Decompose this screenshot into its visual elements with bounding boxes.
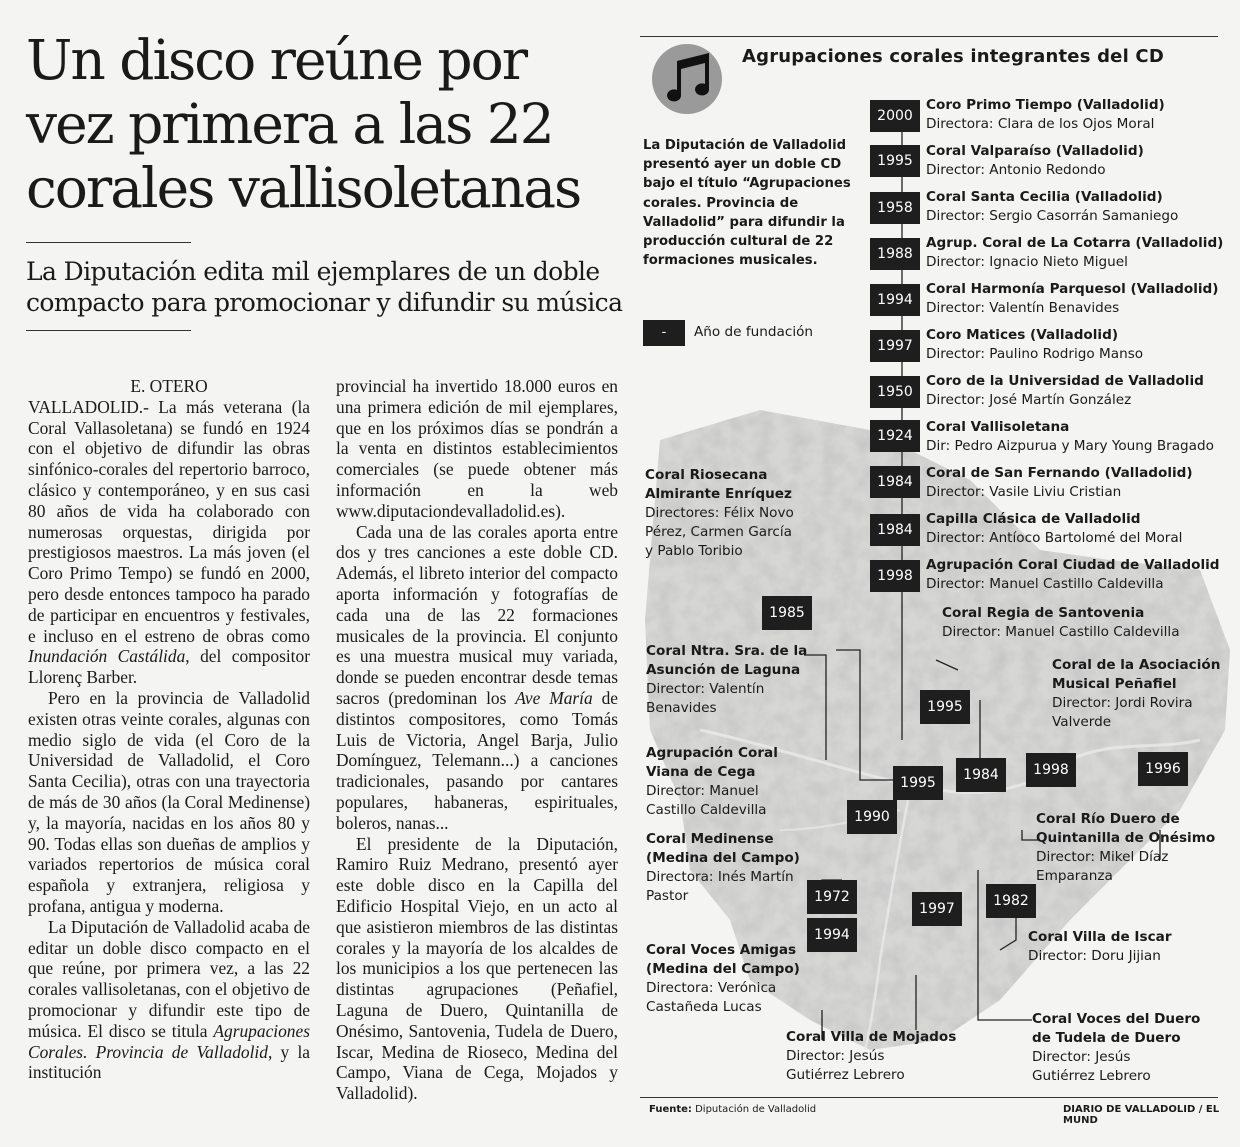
map-entry-voces-amigas: Coral Voces Amigas (Medina del Campo) Directora: Verónica Castañeda Lucas xyxy=(646,942,800,1015)
legend-swatch: - xyxy=(643,320,685,346)
choir-entry: Coral Santa Cecilia (Valladolid) Director: Sergio Casorrán Samaniego xyxy=(926,189,1179,224)
year-badge: 1984 xyxy=(956,758,1006,792)
map-entry-rioseco: Coral Riosecana Almirante Enríquez Directores: Félix Novo Pérez, Carmen García y Pablo Toribio xyxy=(645,467,794,559)
infographic-intro: La Diputación de Valladolid presentó ayer un doble CD bajo el título “Agrupaciones corales. Provincia de Valladolid” para difundir la producción cultural de 22 formaciones musicales. xyxy=(643,138,851,269)
map-entry-quintanilla: Coral Río Duero de Quintanilla de Onésimo Director: Mikel Díaz Emparanza xyxy=(1036,811,1216,884)
year-badge: 1995 xyxy=(920,690,970,724)
choir-entry: Coral Harmonía Parquesol (Valladolid) Director: Valentín Benavides xyxy=(926,281,1219,316)
music-note-icon xyxy=(651,43,723,115)
choir-entry: Agrupación Coral Ciudad de Valladolid Director: Manuel Castillo Caldevilla xyxy=(926,557,1220,592)
year-badge: 1997 xyxy=(912,892,962,926)
paragraph-2: Pero en la provincia de Valladolid existen otras veinte corales, algunas con medio siglo de vida (el Coro de la Universidad de Valladolid, el Coro Santa Cecilia), otras con una trayectoria de más de 30 años (la Coral Medinense) y, la mayoría, nacidas en los años 80 y 90. Todas ellas son dueñas de amplios y variados repertorios de música coral española y extranjera, religiosa y profana, antigua y moderna. xyxy=(28,687,310,916)
article-column-2 xyxy=(336,376,618,1104)
year-badge: 1984 xyxy=(870,514,920,546)
choir-entry: Coral de San Fernando (Valladolid) Director: Vasile Liviu Cristian xyxy=(926,465,1193,500)
headline: Un disco reúne por vez primera a las 22 corales vallisoletanas xyxy=(26,28,581,220)
year-badge: 1995 xyxy=(870,145,920,177)
paragraph-6: El presidente de la Diputación, Ramiro Ruiz Medrano, presentó ayer este doble disco en la Capilla del Edificio Hospital Viejo, en un acto al que asistieron miembros de las distintas corales y la mayoría de los alcaldes de los municipios a los que pertenecen las distintas agrupaciones (Peñafiel, Laguna de Duero, Quintanilla de Onésimo, Santovenia, Tudela de Duero, Iscar, Medina de Rioseco, Medina del Campo, Viana de Cega, Mojados y Valladolid). xyxy=(336,833,618,1104)
choir-entry: Capilla Clásica de Valladolid Director: Antíoco Bartolomé del Moral xyxy=(926,511,1183,546)
infographic-title: Agrupaciones corales integrantes del CD xyxy=(742,46,1164,67)
choir-entry: Coro de la Universidad de Valladolid Director: José Martín González xyxy=(926,373,1204,408)
map-entry-tudela: Coral Voces del Duero de Tudela de Duero Director: Jesús Gutiérrez Lebrero xyxy=(1032,1011,1201,1084)
year-badge: 1998 xyxy=(870,560,920,592)
infographic-bottom-rule xyxy=(640,1097,1218,1098)
year-badge: 1950 xyxy=(870,376,920,408)
map-entry-viana: Agrupación Coral Viana de Cega Director: Manuel Castillo Caldevilla xyxy=(646,745,778,818)
headline-rule xyxy=(26,242,191,243)
year-badge: 1984 xyxy=(870,466,920,498)
source-line: Fuente: Diputación de Valladolid xyxy=(649,1104,817,1115)
year-badge: 1982 xyxy=(986,884,1036,918)
infographic-top-rule xyxy=(640,36,1218,37)
paragraph-3: La Diputación de Valladolid acaba de editar un doble disco compacto en el que reúne, por primera vez, a las 22 corales vallisoletanas, con el objetivo de promocionar y difundir este tipo de música. El disco se titula Agrupaciones Corales. Provincia de Valladolid, y la institución xyxy=(28,916,310,1083)
choir-entry: Agrup. Coral de La Cotarra (Valladolid) Director: Ignacio Nieto Miguel xyxy=(926,235,1224,270)
year-badge: 1990 xyxy=(847,800,897,834)
choir-entry: Coral Valparaíso (Valladolid) Director: Antonio Redondo xyxy=(926,143,1144,178)
year-badge: 2000 xyxy=(870,100,920,132)
year-badge: 1994 xyxy=(807,918,857,952)
year-badge: 1924 xyxy=(870,420,920,452)
year-badge: 1985 xyxy=(762,596,812,630)
year-badge: 1958 xyxy=(870,192,920,224)
year-badge: 1972 xyxy=(807,880,857,914)
subhead-rule xyxy=(26,330,191,331)
map-entry-penafiel: Coral de la Asociación Musical Peñafiel Director: Jordi Rovira Valverde xyxy=(1052,657,1221,730)
choir-entry: Coral Vallisoletana Dir: Pedro Aizpurua y Mary Young Bragado xyxy=(926,419,1214,454)
article-column-1 xyxy=(28,376,310,1083)
year-badge: 1995 xyxy=(893,766,943,800)
year-badge: 1998 xyxy=(1026,753,1076,787)
year-badge: 1997 xyxy=(870,330,920,362)
paragraph-1: VALLADOLID.- La más veterana (la Coral Vallasoletana) se fundó en 1924 con el objetivo de difundir las obras sinfónico-corales del repertorio barroco, clásico y contemporáneo, y en sus casi 80 años de vida ha colaborado con numerosas orquestas, dirigida por prestigiosos maestros. La más joven (el Coro Primo Tempo) se fundó en 2000, pero desde entonces tampoco ha parado de participar en encuentros y festivales, e incluso en el estreno de obras como Inundación Castálida, del compositor Llorenç Barber. xyxy=(28,396,311,688)
choir-entry: Coro Matices (Valladolid) Director: Paulino Rodrigo Manso xyxy=(926,327,1144,362)
legend-label: Año de fundación xyxy=(694,324,814,340)
year-badge: 1996 xyxy=(1138,752,1188,786)
map-entry-laguna: Coral Ntra. Sra. de la Asunción de Laguna Director: Valentín Benavides xyxy=(646,643,808,716)
map-entry-iscar: Coral Villa de Iscar Director: Doru Jijian xyxy=(1028,929,1172,964)
paragraph-4: provincial ha invertido 18.000 euros en una primera edición de mil ejemplares, que en los próximos días se pondrán a la venta en distintos establecimientos comerciales (se puede obtener más información en la web www.diputaciondevalladolid.es). xyxy=(336,376,618,521)
map-entry-santovenia: Coral Regia de Santovenia Director: Manuel Castillo Caldevilla xyxy=(942,605,1180,640)
year-badge: 1988 xyxy=(870,238,920,270)
choir-entry: Coro Primo Tiempo (Valladolid) Directora: Clara de los Ojos Moral xyxy=(926,97,1165,132)
year-badge: 1994 xyxy=(870,284,920,316)
subhead: La Diputación edita mil ejemplares de un doble compacto para promocionar y difundir su música xyxy=(26,257,623,317)
map-entry-medinense: Coral Medinense (Medina del Campo) Directora: Inés Martín Pastor xyxy=(646,831,800,904)
map-entry-mojados: Coral Villa de Mojados Director: Jesús Gutiérrez Lebrero xyxy=(786,1029,957,1083)
credit-line: DIARIO DE VALLADOLID / EL MUND xyxy=(1063,1104,1220,1126)
byline: E. OTERO xyxy=(130,376,208,396)
paragraph-5: Cada una de las corales aporta entre dos y tres canciones a este doble CD. Además, el libreto interior del compacto aporta información y fotografías de cada una de las 22 formaciones musicales de la provincia. El conjunto es una muestra musical muy variada, donde se pueden encontrar desde temas sacros (predominan los Ave María de distintos compositores, como Tomás Luis de Victoria, Angel Barja, Julio Domínguez, Telemann...) a canciones tradicionales, pasando por cantares populares, habaneras, espirituales, boleros, nanas... xyxy=(336,521,618,833)
